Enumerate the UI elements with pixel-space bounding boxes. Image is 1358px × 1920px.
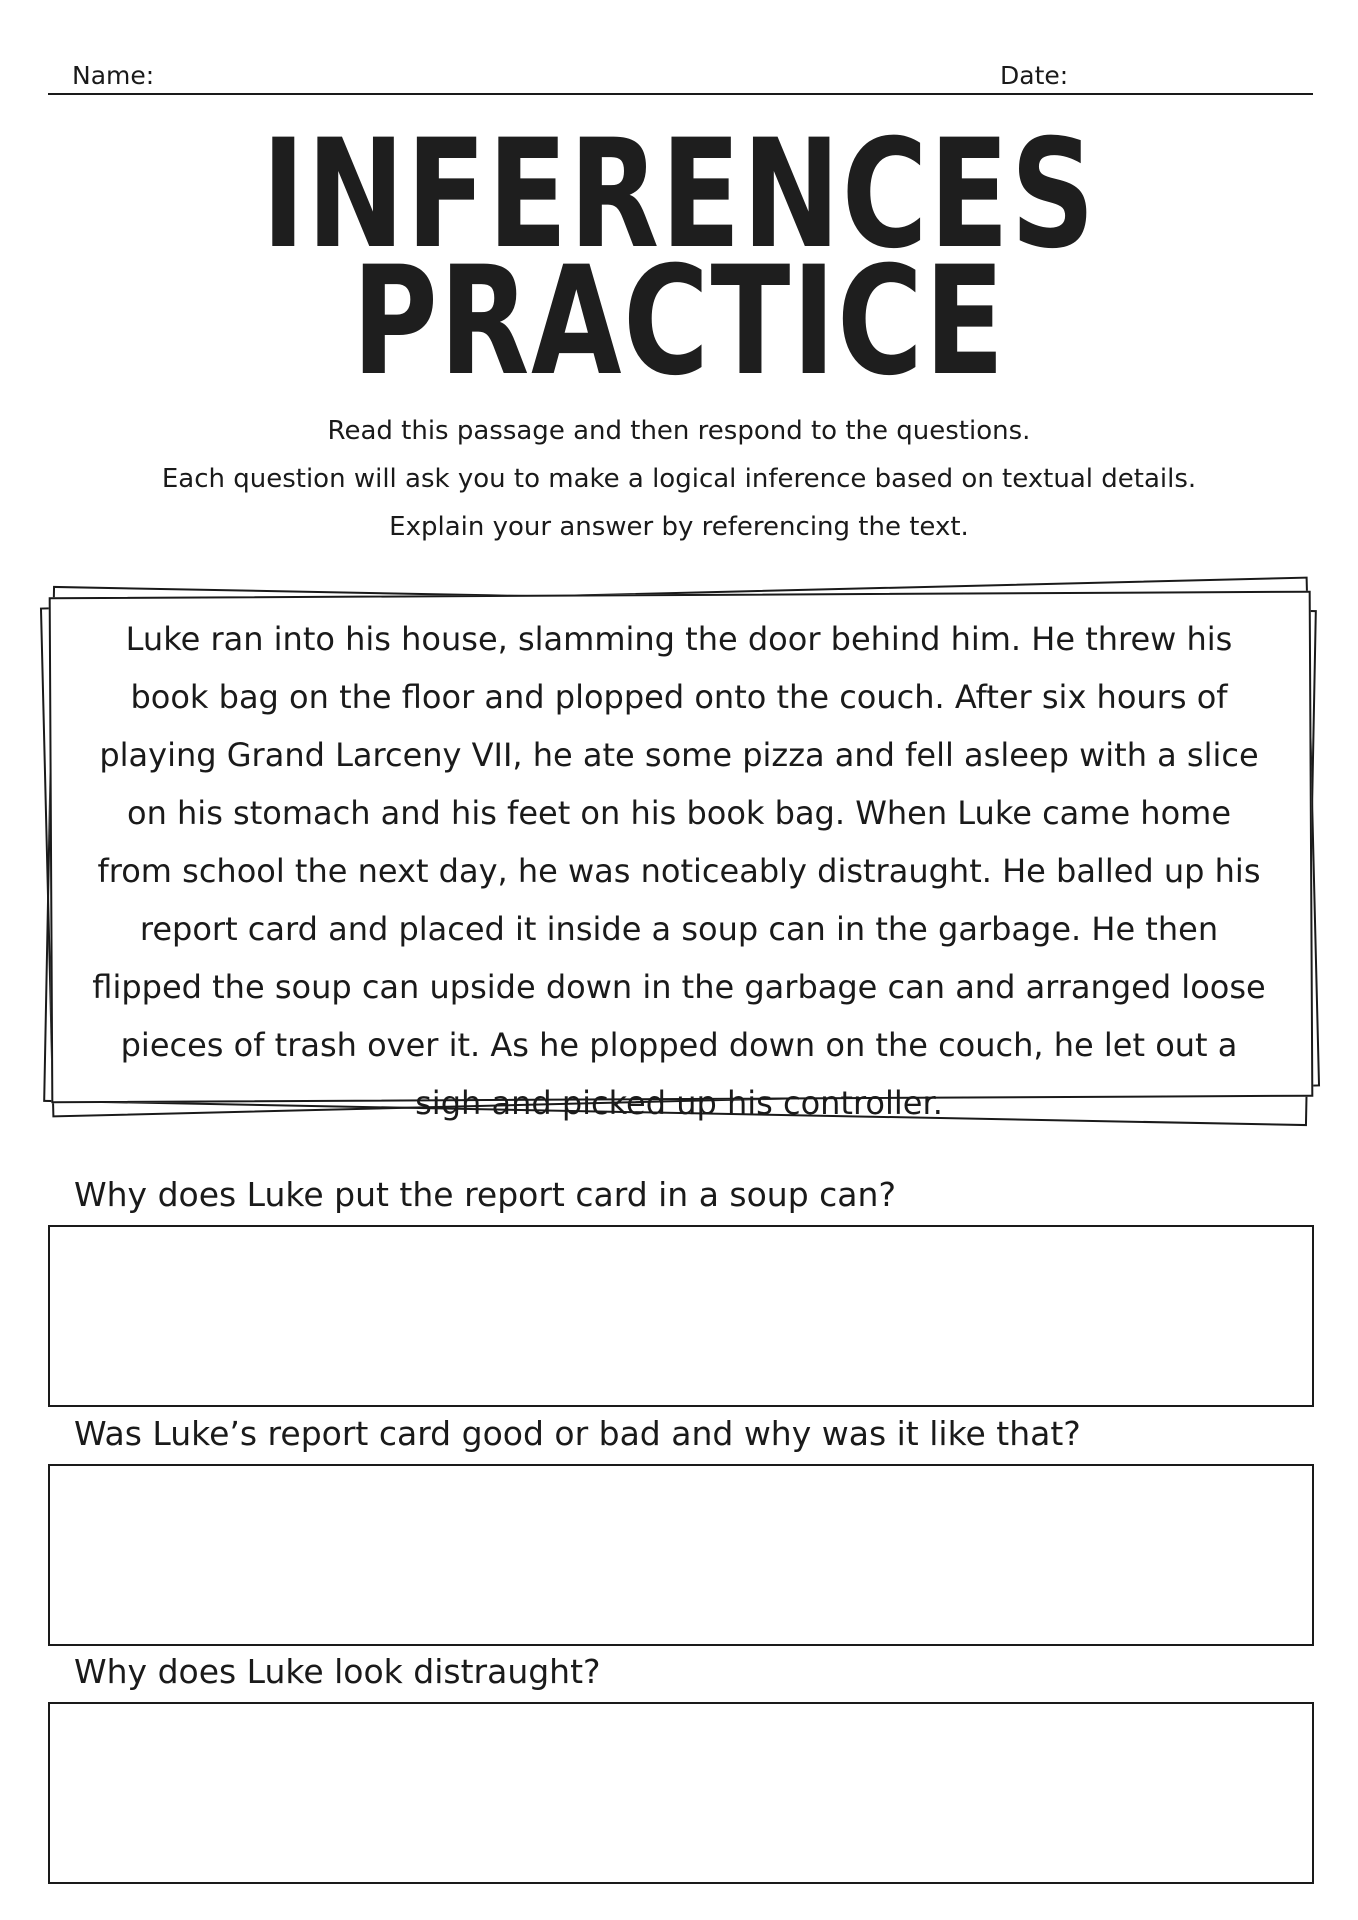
title-line-1: INFERENCES (261, 108, 1097, 282)
instruction-line: Read this passage and then respond to the questions. (327, 416, 1031, 446)
instruction-line: Each question will ask you to make a logical inference based on textual details. (161, 464, 1197, 494)
answer-box-1[interactable] (48, 1225, 1314, 1407)
name-date-line[interactable] (48, 93, 1313, 95)
answer-box-2[interactable] (48, 1464, 1314, 1646)
answer-box-3[interactable] (48, 1702, 1314, 1884)
question-2: Was Luke’s report card good or bad and why was it like that? (74, 1414, 1081, 1453)
title-line-2: PRACTICE (352, 235, 1006, 409)
question-3: Why does Luke look distraught? (74, 1652, 601, 1691)
date-label: Date: (1000, 61, 1069, 90)
question-1: Why does Luke put the report card in a soup can? (74, 1175, 896, 1214)
name-label: Name: (72, 61, 155, 90)
instruction-line: Explain your answer by referencing the text. (389, 512, 969, 542)
reading-passage: Luke ran into his house, slamming the door behind him. He threw his book bag on the floor and plopped onto the couch. After six hours of playing Grand Larceny VII, he ate some pizza and fell asleep with a slice on his stomach and his feet on his book bag. When Luke came home from school the next day, he was noticeably distraught. He balled up his report card and placed it inside a soup can in the garbage. He then flipped the soup can upside down in the garbage can and arranged loose pieces of trash over it. As he plopped down on the couch, he let out a sigh and picked up his controller. (92, 620, 1266, 1122)
